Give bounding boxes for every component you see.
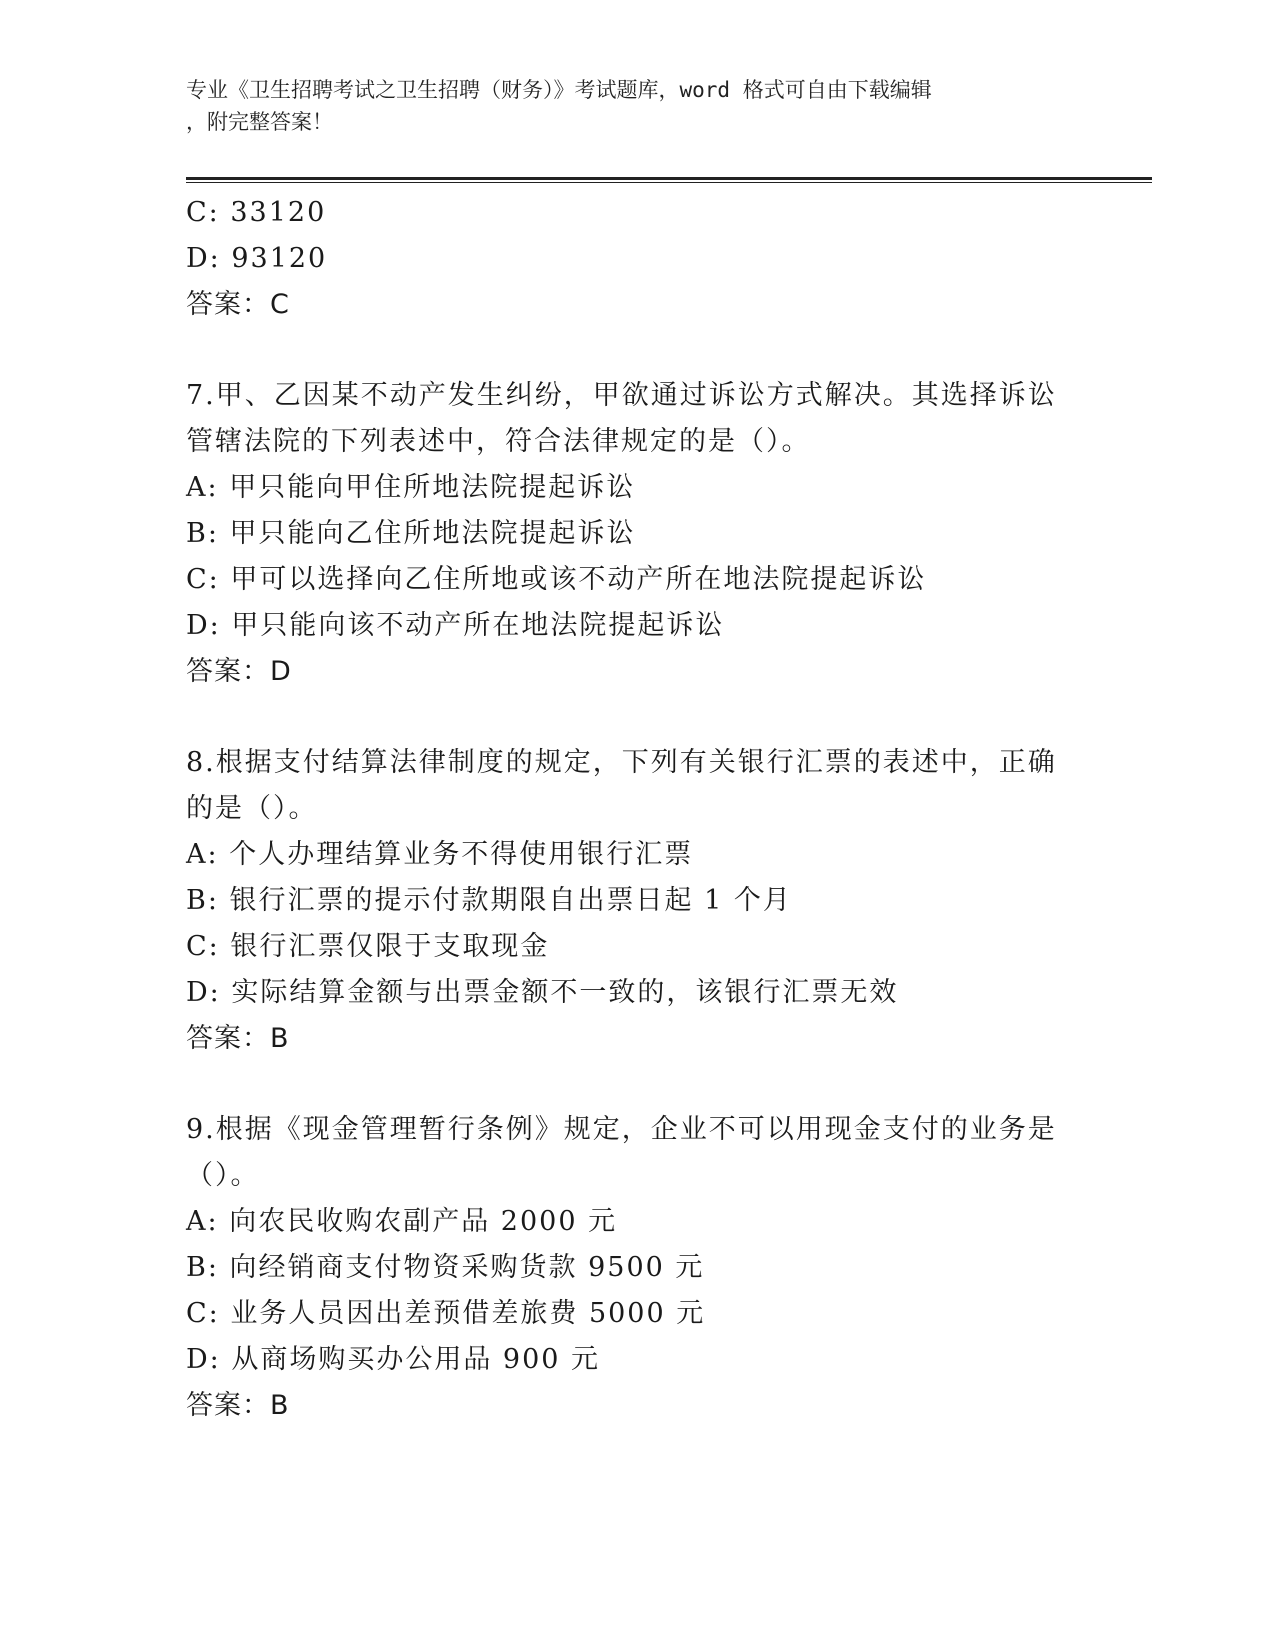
option-text: 银行汇票仅限于支取现金	[230, 931, 550, 962]
option-text: 个人办理结算业务不得使用银行汇票	[229, 839, 694, 870]
option-text: 从商场购买办公用品 900 元	[231, 1344, 601, 1375]
answer-line: 答案：C	[186, 289, 290, 320]
question-number: 7.	[186, 380, 216, 411]
question-block-8	[186, 740, 1086, 1062]
option-label: D:	[186, 977, 221, 1008]
option-label: C:	[186, 1298, 220, 1329]
option-label: D:	[186, 610, 221, 641]
question-stem-line-2: （）。	[186, 1160, 260, 1191]
option-text: 业务人员因出差预借差旅费 5000 元	[230, 1298, 706, 1329]
document-body	[186, 190, 1086, 1429]
header-line-1: 专业《卫生招聘考试之卫生招聘（财务）》考试题库，word 格式可自由下载编辑	[186, 78, 932, 102]
question-stem-text: 甲、乙因某不动产发生纠纷，甲欲通过诉讼方式解决。其选择诉讼	[215, 380, 1057, 411]
answer-line: 答案：D	[186, 656, 292, 687]
question-stem-line-2: 的是（）。	[186, 793, 318, 824]
question-stem-line-1	[186, 373, 1086, 419]
option-d	[186, 1337, 1086, 1383]
option-a	[186, 1199, 1086, 1245]
option-c	[186, 190, 1086, 236]
option-text: 甲只能向乙住所地法院提起诉讼	[229, 518, 636, 549]
question-number: 9.	[186, 1114, 216, 1145]
question-stem-line-1	[186, 1107, 1086, 1153]
option-d	[186, 236, 1086, 282]
option-a	[186, 832, 1086, 878]
question-stem-text: 根据支付结算法律制度的规定，下列有关银行汇票的表述中，正确	[215, 747, 1057, 778]
option-c	[186, 557, 1086, 603]
option-label: C:	[186, 564, 220, 595]
option-label: A:	[186, 839, 219, 870]
option-label: C:	[186, 931, 220, 962]
option-label: A:	[186, 472, 219, 503]
question-stem-text: 根据《现金管理暂行条例》规定，企业不可以用现金支付的业务是	[215, 1114, 1057, 1145]
question-number: 8.	[186, 747, 216, 778]
option-text: 33120	[230, 197, 327, 228]
page-header	[186, 74, 1086, 138]
option-text: 甲只能向甲住所地法院提起诉讼	[229, 472, 636, 503]
option-label: B:	[186, 885, 219, 916]
option-b	[186, 511, 1086, 557]
option-b	[186, 1245, 1086, 1291]
option-b	[186, 878, 1086, 924]
option-label: B:	[186, 1252, 219, 1283]
option-label: D:	[186, 1344, 221, 1375]
header-divider-thick	[186, 177, 1152, 180]
answer-line: 答案：B	[186, 1390, 290, 1421]
question-block-9	[186, 1107, 1086, 1429]
option-label: C:	[186, 197, 220, 228]
option-a	[186, 465, 1086, 511]
header-line-2: ，附完整答案！	[186, 110, 333, 134]
option-d	[186, 603, 1086, 649]
option-text: 实际结算金额与出票金额不一致的，该银行汇票无效	[231, 977, 899, 1008]
option-text: 向经销商支付物资采购货款 9500 元	[229, 1252, 705, 1283]
question-block-7	[186, 373, 1086, 695]
question-stem-line-1	[186, 740, 1086, 786]
question-block-previous	[186, 190, 1086, 328]
option-c	[186, 924, 1086, 970]
option-text: 甲只能向该不动产所在地法院提起诉讼	[231, 610, 725, 641]
option-text: 甲可以选择向乙住所地或该不动产所在地法院提起诉讼	[230, 564, 927, 595]
option-c	[186, 1291, 1086, 1337]
option-text: 银行汇票的提示付款期限自出票日起 1 个月	[229, 885, 792, 916]
option-label: D:	[186, 243, 221, 274]
header-divider-thin	[186, 182, 1152, 183]
option-text: 向农民收购农副产品 2000 元	[229, 1206, 618, 1237]
option-label: A:	[186, 1206, 219, 1237]
question-stem-line-2: 管辖法院的下列表述中，符合法律规定的是（）。	[186, 426, 811, 457]
option-text: 93120	[231, 243, 328, 274]
option-d	[186, 970, 1086, 1016]
answer-line: 答案：B	[186, 1023, 290, 1054]
option-label: B:	[186, 518, 219, 549]
